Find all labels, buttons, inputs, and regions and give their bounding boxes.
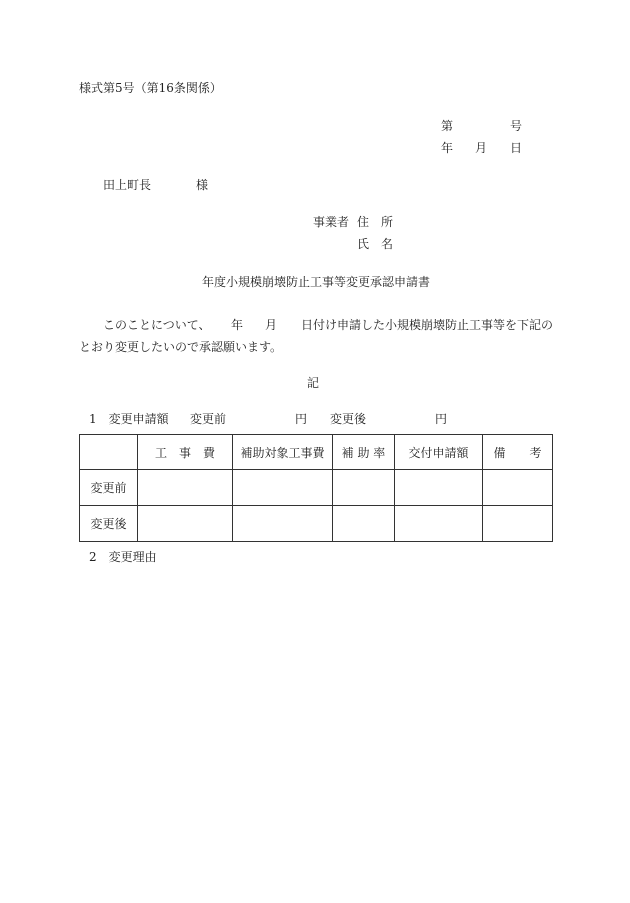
number-dai: 第 <box>441 119 454 133</box>
table-header-row <box>80 435 553 470</box>
table-row <box>80 470 553 506</box>
section1-yen-1: 円 <box>295 412 308 426</box>
table-row <box>80 506 553 542</box>
section1-yen-2: 円 <box>435 412 448 426</box>
document-title: 年度小規模崩壊防止工事等変更承認申請書 <box>202 275 431 289</box>
addressee-name: 田上町長 <box>103 178 152 192</box>
table-cell <box>233 506 333 542</box>
applicant-address-label: 住 所 <box>357 215 394 229</box>
table-cell <box>395 506 483 542</box>
table-row-label: 変更前 <box>80 470 138 506</box>
table-cell <box>333 506 395 542</box>
applicant-role: 事業者 <box>313 215 350 229</box>
table-cell <box>138 470 233 506</box>
table-cell <box>138 506 233 542</box>
table-header-application-amount: 交付申請額 <box>395 435 483 470</box>
addressee-honorific: 様 <box>196 178 209 192</box>
body-part2: 日付け申請した小規模崩壊防止工事等を下記の <box>301 318 554 332</box>
date-day: 日 <box>510 141 523 155</box>
section1-after-label: 変更後 <box>330 412 367 426</box>
date-year: 年 <box>441 141 454 155</box>
change-amount-table <box>79 434 553 542</box>
body-month: 月 <box>265 318 278 332</box>
applicant-name-label: 氏 名 <box>357 237 394 251</box>
table-cell <box>395 470 483 506</box>
table-header-blank <box>80 435 138 470</box>
number-go: 号 <box>510 119 523 133</box>
table-row-label: 変更後 <box>80 506 138 542</box>
table-header-remarks: 備 考 <box>483 435 553 470</box>
table-cell <box>483 506 553 542</box>
body-line2: とおり変更したいので承認願います。 <box>79 340 283 354</box>
body-part1: このことについて、 <box>103 318 211 332</box>
table-header-construction-cost: 工 事 費 <box>138 435 233 470</box>
section1-before-label: 変更前 <box>190 412 227 426</box>
section1-heading: 1 変更申請額 <box>89 412 169 426</box>
form-label: 様式第5号（第16条関係） <box>79 81 222 95</box>
table-cell <box>483 470 553 506</box>
table-header-eligible-cost: 補助対象工事費 <box>233 435 333 470</box>
ki-heading: 記 <box>307 376 320 390</box>
section2-heading: 2 変更理由 <box>89 550 157 564</box>
date-month: 月 <box>475 141 488 155</box>
body-year: 年 <box>231 318 244 332</box>
table-cell <box>233 470 333 506</box>
table-cell <box>333 470 395 506</box>
table-header-subsidy-rate: 補 助 率 <box>333 435 395 470</box>
